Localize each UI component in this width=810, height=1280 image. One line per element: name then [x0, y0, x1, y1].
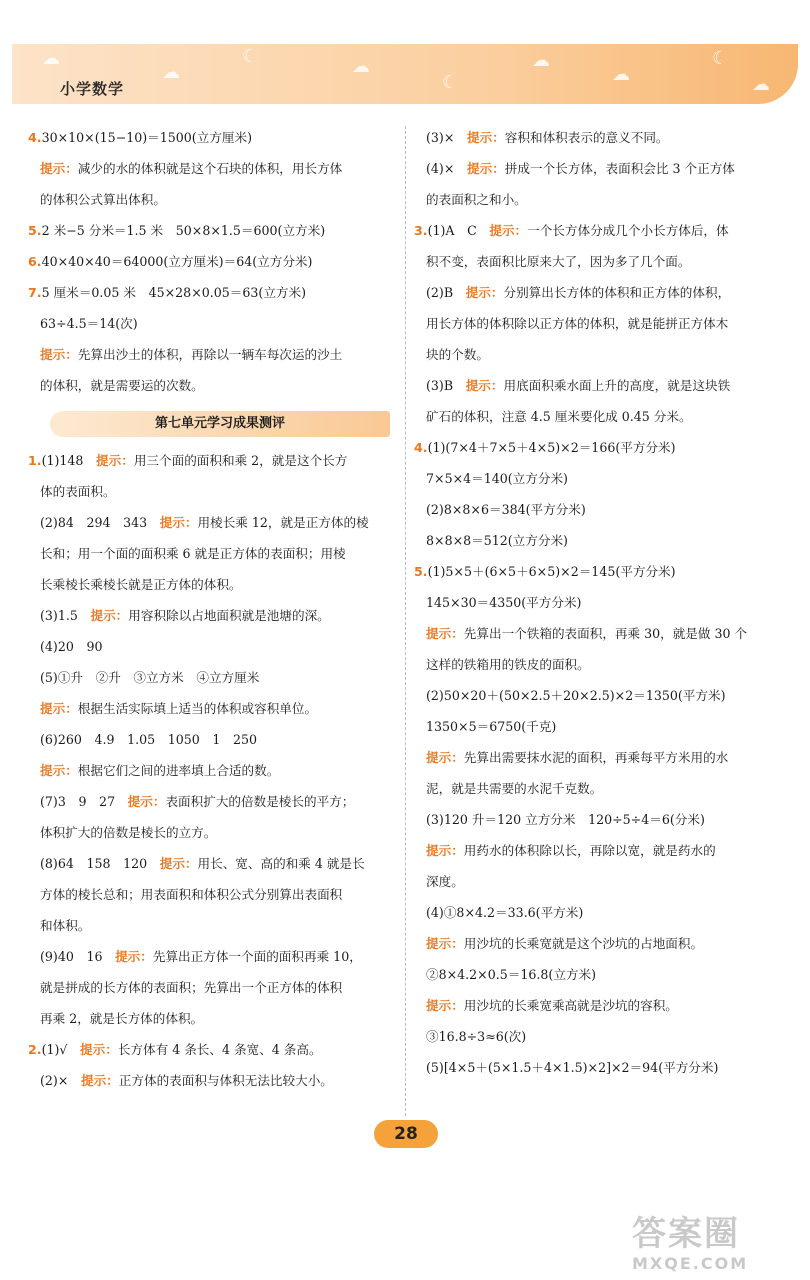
answer-text: ②8×4.2×0.5＝16.8(立方米): [426, 967, 597, 982]
answer-text: (1)5×5＋(6×5＋6×5)×2＝145(平方分米): [427, 564, 676, 579]
answer-line: [28, 153, 400, 184]
answer-text: 的体积，就是需要运的次数。: [40, 378, 204, 393]
left-column: [28, 122, 400, 1096]
answer-text: 5 厘米＝0.05 米 45×28×0.05＝63(立方米): [41, 285, 307, 300]
answer-text: 8×8×8＝512(立方分米): [426, 533, 568, 548]
moon-icon: ☾: [442, 72, 459, 93]
answer-line: [28, 277, 400, 308]
answer-text: 的表面积之和小。: [426, 192, 527, 207]
question-number: 1.: [28, 453, 42, 468]
answer-text: 用药水的体积除以长，再除以宽，就是药水的: [463, 843, 716, 858]
moon-icon: ☾: [712, 48, 729, 69]
answer-line: [414, 184, 788, 215]
answer-text: (7)3 9 27: [40, 794, 128, 809]
answer-text: (2)84 294 343: [40, 515, 160, 530]
page-header-title: 小学数学: [60, 80, 125, 98]
hint-label: 提示：: [426, 626, 464, 641]
answer-line: [28, 786, 400, 817]
answer-text: 长和；用一个面的面积乘 6 就是正方体的表面积；用棱: [40, 546, 346, 561]
answer-line: [28, 122, 400, 153]
hint-label: 提示：: [426, 843, 464, 858]
answer-text: (2)8×8×6＝384(平方分米): [426, 502, 586, 517]
answer-text: 减少的水的体积就是这个石块的体积，用长方体: [77, 161, 343, 176]
hint-label: 提示：: [115, 949, 153, 964]
answer-line: [414, 1021, 788, 1052]
answer-text: 用沙坑的长乘宽就是这个沙坑的占地面积。: [463, 936, 704, 951]
answer-text: 7×5×4＝140(立方分米): [426, 471, 568, 486]
answer-text: (4)20 90: [40, 639, 103, 654]
answer-line: [28, 817, 400, 848]
cloud-icon: ☁: [42, 48, 60, 69]
answer-line: [414, 215, 788, 246]
answer-line: [28, 445, 400, 476]
answer-line: [414, 587, 788, 618]
answer-line: [28, 339, 400, 370]
answer-line: [28, 1003, 400, 1034]
hint-label: 提示：: [159, 856, 198, 871]
answer-line: [414, 277, 788, 308]
header-banner: [12, 44, 798, 104]
cloud-icon: ☁: [352, 56, 370, 77]
answer-line: [28, 662, 400, 693]
right-column: [414, 122, 788, 1083]
logo-url: MXQE.COM: [632, 1254, 749, 1273]
answer-text: 先算出沙土的体积，再除以一辆车每次运的沙土: [77, 347, 343, 362]
answer-text: 30×10×(15−10)＝1500(立方厘米): [41, 130, 252, 145]
answer-text: 用沙坑的长乘宽乘高就是沙坑的容积。: [463, 998, 678, 1013]
answer-text: 深度。: [426, 874, 464, 889]
answer-line: [414, 1052, 788, 1083]
hint-label: 提示：: [80, 1042, 118, 1057]
answer-line: [28, 724, 400, 755]
answer-text: 分别算出长方体的体积和正方体的体积，: [503, 285, 731, 300]
answer-text: 1350×5＝6750(千克): [426, 719, 557, 734]
question-number: 4.: [28, 130, 42, 145]
answer-text: 一个长方体分成几个小长方体后，体: [527, 223, 729, 238]
answer-line: [28, 755, 400, 786]
question-number: 4.: [414, 440, 428, 455]
answer-text: 用容积除以占地面积就是池塘的深。: [128, 608, 330, 623]
moon-icon: ☾: [242, 46, 259, 67]
cloud-icon: ☁: [532, 50, 550, 71]
answer-text: (9)40 16: [40, 949, 116, 964]
answer-line: [28, 600, 400, 631]
hint-label: 提示：: [40, 161, 78, 176]
answer-text: (3)×: [426, 130, 467, 145]
answer-text: (2)50×20＋(50×2.5＋20×2.5)×2＝1350(平方米): [426, 688, 726, 703]
answer-text: (4)①8×4.2＝33.6(平方米): [426, 905, 584, 920]
question-number: 5.: [414, 564, 428, 579]
answer-line: [28, 507, 400, 538]
answer-text: 再乘 2，就是长方体的体积。: [40, 1011, 204, 1026]
answer-line: [28, 631, 400, 662]
answer-text: ③16.8÷3≈6(次): [426, 1029, 527, 1044]
answer-text: 拼成一个长方体，表面积会比 3 个正方体: [504, 161, 735, 176]
answer-line: [414, 525, 788, 556]
hint-label: 提示：: [96, 453, 134, 468]
answer-text: 长乘棱长乘棱长就是正方体的体积。: [40, 577, 242, 592]
answer-text: (1)(7×4＋7×5＋4×5)×2＝166(平方分米): [427, 440, 676, 455]
answer-line: [414, 866, 788, 897]
answer-text: 的体积公式算出体积。: [40, 192, 166, 207]
answer-line: [414, 339, 788, 370]
answer-line: [414, 246, 788, 277]
answer-text: (2)×: [40, 1073, 81, 1088]
answer-text: 块的个数。: [426, 347, 489, 362]
answer-line: [28, 308, 400, 339]
cloud-icon: ☁: [752, 74, 770, 95]
answer-line: [414, 370, 788, 401]
answer-text: 就是拼成的长方体的表面积；先算出一个正方体的体积: [40, 980, 343, 995]
answer-text: (1)148: [41, 453, 97, 468]
answer-line: [414, 308, 788, 339]
answer-text: 和体积。: [40, 918, 91, 933]
answer-text: 表面积扩大的倍数是棱长的平方；: [165, 794, 355, 809]
answer-text: 用长方体的体积除以正方体的体积，就是能拼正方体木: [426, 316, 729, 331]
answer-line: [414, 742, 788, 773]
answer-line: [414, 959, 788, 990]
answer-line: [414, 990, 788, 1021]
answer-line: [414, 432, 788, 463]
answer-text: 根据它们之间的进率填上合适的数。: [77, 763, 280, 778]
answer-text: (1)A C: [427, 223, 490, 238]
answer-text: 方体的棱长总和；用表面积和体积公式分别算出表面积: [40, 887, 343, 902]
answer-text: 矿石的体积，注意 4.5 厘米要化成 0.45 分米。: [426, 409, 692, 424]
answer-line: [414, 463, 788, 494]
question-number: 2.: [28, 1042, 42, 1057]
answer-text: 正方体的表面积与体积无法比较大小。: [118, 1073, 333, 1088]
answer-text: 145×30＝4350(平方分米): [426, 595, 582, 610]
answer-line: [28, 538, 400, 569]
answer-line: [414, 773, 788, 804]
answer-text: (3)120 升＝120 立方分米 120÷5÷4＝6(分米): [426, 812, 705, 827]
hint-label: 提示：: [127, 794, 166, 809]
answer-text: 容积和体积表示的意义不同。: [504, 130, 669, 145]
answer-line: [28, 246, 400, 277]
answer-line: [414, 618, 788, 649]
hint-label: 提示：: [40, 347, 78, 362]
answer-line: [28, 972, 400, 1003]
watermark-logo: [632, 1214, 792, 1274]
answer-line: [414, 556, 788, 587]
answer-text: 根据生活实际填上适当的体积或容积单位。: [77, 701, 318, 716]
hint-label: 提示：: [467, 130, 505, 145]
answer-line: [414, 122, 788, 153]
answer-line: [28, 569, 400, 600]
hint-label: 提示：: [81, 1073, 119, 1088]
answer-line: [414, 897, 788, 928]
answer-line: [28, 848, 400, 879]
answer-line: [28, 370, 400, 401]
answer-line: [414, 649, 788, 680]
answer-text: 积不变，表面积比原来大了，因为多了几个面。: [426, 254, 691, 269]
answer-text: 这样的铁箱用的铁皮的面积。: [426, 657, 590, 672]
hint-label: 提示：: [40, 763, 78, 778]
answer-line: [414, 680, 788, 711]
answer-text: 用长、宽、高的和乘 4 就是长: [197, 856, 365, 871]
answer-text: (3)B: [426, 378, 466, 393]
hint-label: 提示：: [467, 161, 505, 176]
answer-text: 63÷4.5＝14(次): [40, 316, 138, 331]
answer-text: (2)B: [426, 285, 466, 300]
hint-label: 提示：: [159, 515, 198, 530]
page-number: 28: [374, 1120, 438, 1148]
answer-text: 先算出一个铁箱的表面积，再乘 30，就是做 30 个: [463, 626, 748, 641]
answer-text: 泥，就是共需要的水泥千克数。: [426, 781, 603, 796]
cloud-icon: ☁: [612, 64, 630, 85]
answer-line: [414, 835, 788, 866]
answer-line: [28, 693, 400, 724]
answer-line: [28, 1065, 400, 1096]
logo-text: 答案圈: [632, 1214, 740, 1254]
answer-text: 用棱长乘 12，就是正方体的棱: [197, 515, 369, 530]
answer-text: (5)[4×5＋(5×1.5＋4×1.5)×2]×2＝94(平方分米): [426, 1060, 719, 1075]
answer-text: 先算出需要抹水泥的面积，再乘每平方米用的水: [463, 750, 729, 765]
answer-line: [414, 711, 788, 742]
answer-line: [28, 941, 400, 972]
hint-label: 提示：: [90, 608, 129, 623]
column-divider: [405, 126, 406, 1116]
hint-label: 提示：: [465, 285, 504, 300]
hint-label: 提示：: [426, 998, 464, 1013]
answer-line: [414, 401, 788, 432]
answer-line: [414, 153, 788, 184]
question-number: 7.: [28, 285, 42, 300]
hint-label: 提示：: [426, 750, 464, 765]
hint-label: 提示：: [40, 701, 78, 716]
answer-text: 2 米−5 分米＝1.5 米 50×8×1.5＝600(立方米): [41, 223, 326, 238]
answer-text: 用底面积乘水面上升的高度，就是这块铁: [503, 378, 731, 393]
answer-line: [414, 494, 788, 525]
answer-text: (5)①升 ②升 ③立方米 ④立方厘米: [40, 670, 260, 685]
cloud-icon: ☁: [162, 62, 180, 83]
answer-text: 40×40×40＝64000(立方厘米)＝64(立方分米): [41, 254, 313, 269]
answer-line: [28, 476, 400, 507]
answer-line: [28, 215, 400, 246]
question-number: 6.: [28, 254, 42, 269]
hint-label: 提示：: [465, 378, 504, 393]
answer-line: [28, 879, 400, 910]
answer-line: [28, 1034, 400, 1065]
section-title: 第七单元学习成果测评: [50, 411, 390, 437]
answer-text: 用三个面的面积和乘 2，就是这个长方: [133, 453, 348, 468]
answer-text: 长方体有 4 条长、4 条宽、4 条高。: [117, 1042, 322, 1057]
answer-text: 体积扩大的倍数是棱长的立方。: [40, 825, 217, 840]
answer-text: (8)64 158 120: [40, 856, 160, 871]
question-number: 5.: [28, 223, 42, 238]
answer-text: 先算出正方体一个面的面积再乘 10，: [152, 949, 362, 964]
hint-label: 提示：: [426, 936, 464, 951]
answer-line: [28, 910, 400, 941]
answer-text: (1)√: [41, 1042, 81, 1057]
answer-line: [414, 804, 788, 835]
answer-text: (6)260 4.9 1.05 1050 1 250: [40, 732, 258, 747]
answer-line: [28, 184, 400, 215]
answer-line: [414, 928, 788, 959]
question-number: 3.: [414, 223, 428, 238]
answer-text: (4)×: [426, 161, 467, 176]
answer-text: (3)1.5: [40, 608, 91, 623]
answer-text: 体的表面积。: [40, 484, 116, 499]
hint-label: 提示：: [489, 223, 528, 238]
